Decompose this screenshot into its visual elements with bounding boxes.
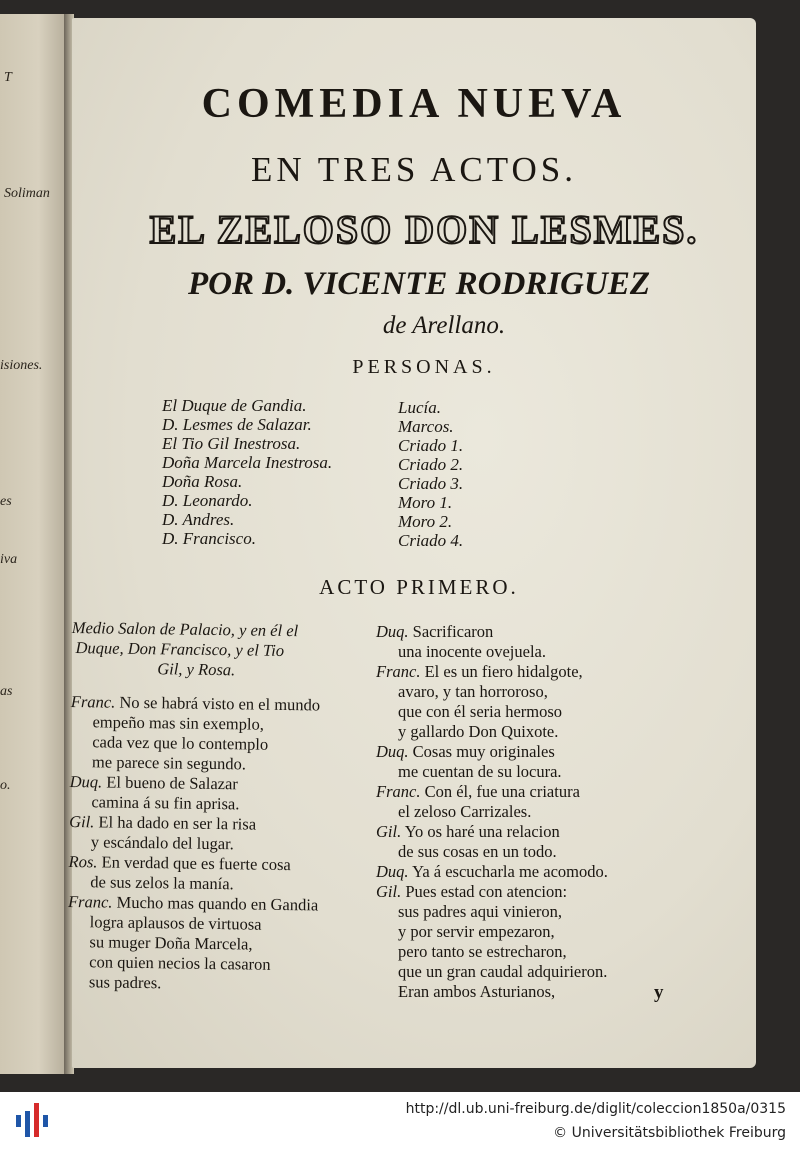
verse-text: me parece sin segundo. (91, 752, 247, 774)
persona-item: Lucía. (398, 398, 441, 417)
persona-item: Marcos. (398, 417, 454, 436)
verse-line (376, 782, 608, 802)
persona-item: El Tio Gil Inestrosa. (162, 434, 301, 453)
left-facing-page (0, 14, 66, 1074)
speaker-name: Duq. (376, 622, 409, 641)
speaker-name: Franc. (67, 891, 113, 912)
personas-column-1 (162, 396, 332, 548)
verse-line (376, 802, 608, 822)
persona-item: Criado 2. (398, 455, 464, 474)
verse-line (67, 972, 317, 995)
speaker-name: Duq. (376, 862, 409, 881)
verse-text: Eran ambos Asturianos, (398, 982, 556, 1001)
persona-item: Moro 1. (398, 493, 453, 512)
author-line-1: POR D. VICENTE RODRIGUEZ (187, 266, 651, 302)
stage-direction-line: Duque, Don Francisco, y el Tio (75, 638, 285, 660)
title-line-2: EN TRES ACTOS. (250, 150, 578, 189)
verse-line (376, 882, 608, 902)
verse-text: El bueno de Salazar (106, 772, 238, 794)
verse-line (376, 822, 608, 842)
persona-item: El Duque de Gandia. (162, 396, 307, 415)
speaker-name: Duq. (69, 771, 103, 792)
speaker-name: Ros. (68, 851, 98, 872)
persona-item: Criado 3. (398, 474, 464, 493)
verse-line (376, 742, 608, 762)
persona-item: Criado 4. (398, 531, 464, 550)
verse-text: Yo os haré una relacion (404, 822, 560, 841)
verse-line (376, 762, 608, 782)
verse-text: camina á su fin aprisa. (91, 792, 240, 814)
verse-line (376, 642, 608, 662)
verse-text: una inocente ovejuela. (398, 642, 546, 661)
verse-text: cada vez que lo contemplo (92, 732, 269, 754)
verse-column-right (376, 622, 608, 1002)
act-heading: ACTO PRIMERO. (319, 575, 519, 599)
title-line-1: COMEDIA NUEVA (201, 81, 627, 127)
stage-direction-line: Gil, y Rosa. (157, 659, 236, 680)
speaker-name: Franc. (376, 782, 421, 801)
verse-text: avaro, y tan horroroso, (398, 682, 548, 701)
verse-text: logra aplausos de virtuosa (89, 912, 262, 934)
verse-line (376, 682, 608, 702)
persona-item: Moro 2. (398, 512, 453, 531)
verse-text: sus padres. (88, 972, 162, 993)
footer-bar (0, 1092, 800, 1150)
personas-heading: PERSONAS. (352, 356, 496, 378)
left-page-fragment: T (4, 70, 12, 85)
persona-item: D. Francisco. (162, 529, 256, 548)
verse-line (376, 982, 608, 1002)
verse-text: me cuentan de su locura. (398, 762, 562, 781)
verse-text: de sus cosas en un todo. (398, 842, 557, 861)
left-page-fragment: isiones. (0, 358, 43, 373)
verse-text: y gallardo Don Quixote. (398, 722, 559, 741)
stage-direction-line: Medio Salon de Palacio, y en él el (71, 618, 299, 641)
verse-line (376, 722, 608, 742)
verse-text: y escándalo del lugar. (90, 832, 234, 854)
verse-text: Pues estad con atencion: (405, 882, 568, 901)
verse-text: Sacrificaron (412, 622, 494, 641)
verse-text: sus padres aqui vinieron, (398, 902, 563, 921)
verse-line (376, 662, 608, 682)
verse-column-left (67, 618, 322, 995)
verse-line (376, 942, 608, 962)
speaker-name: Franc. (376, 662, 421, 681)
verse-text: que un gran caudal adquirieron. (398, 962, 608, 981)
left-page-fragment: es (0, 494, 12, 509)
verse-line (376, 842, 608, 862)
persona-item: Doña Rosa. (162, 472, 243, 491)
left-page-fragment: as (0, 684, 13, 699)
left-page-fragment: Soliman (4, 186, 50, 201)
verse-text: con quien necios la casaron (89, 952, 271, 974)
permalink-url[interactable]: http://dl.ub.uni-freiburg.de/diglit/coleccion1850a/0315 (405, 1101, 786, 1117)
verse-line (376, 902, 608, 922)
copyright-notice: © Universitätsbibliothek Freiburg (553, 1125, 786, 1141)
verse-line (376, 962, 608, 982)
verse-text: Ya á escucharla me acomodo. (412, 862, 608, 881)
speaker-name: Gil. (376, 822, 402, 841)
verse-line (376, 862, 608, 882)
verse-text: empeño mas sin exemplo, (92, 712, 265, 734)
verse-text: su muger Doña Marcela, (89, 932, 253, 954)
persona-item: D. Lesmes de Salazar. (162, 415, 312, 434)
catchword: y (654, 982, 664, 1003)
left-page-fragment: o. (0, 778, 11, 793)
verse-text: Mucho mas quando en Gandia (116, 892, 319, 915)
verse-text: y por servir empezaron, (398, 922, 555, 941)
speaker-name: Gil. (376, 882, 402, 901)
verse-text: Cosas muy originales (412, 742, 555, 761)
library-logo-icon (12, 1101, 52, 1141)
speaker-name: Gil. (69, 811, 95, 832)
persona-item: D. Leonardo. (162, 491, 253, 510)
verse-line (376, 922, 608, 942)
persona-item: Criado 1. (398, 436, 464, 455)
persona-item: D. Andres. (162, 510, 235, 529)
speaker-name: Franc. (70, 691, 116, 712)
personas-column-2 (398, 398, 463, 550)
verse-line (376, 622, 608, 642)
author-line-2: de Arellano. (382, 312, 506, 339)
left-page-fragment: iva (0, 552, 18, 567)
verse-text: el zeloso Carrizales. (398, 802, 532, 821)
verse-line (376, 702, 608, 722)
persona-item: Doña Marcela Inestrosa. (162, 453, 333, 472)
verse-text: que con él seria hermoso (398, 702, 563, 721)
verse-text: En verdad que es fuerte cosa (101, 852, 291, 875)
verse-text: El es un fiero hidalgote, (424, 662, 583, 681)
title-line-3: EL ZELOSO DON LESMES. (149, 207, 699, 252)
verse-text: de sus zelos la manía. (90, 872, 234, 894)
verse-text: Con él, fue una criatura (424, 782, 580, 801)
speaker-name: Duq. (376, 742, 409, 761)
verse-text: El ha dado en ser la risa (98, 812, 257, 834)
verse-text: No se habrá visto en el mundo (119, 692, 321, 715)
book-page (67, 18, 756, 1068)
verse-text: pero tanto se estrecharon, (398, 942, 567, 961)
